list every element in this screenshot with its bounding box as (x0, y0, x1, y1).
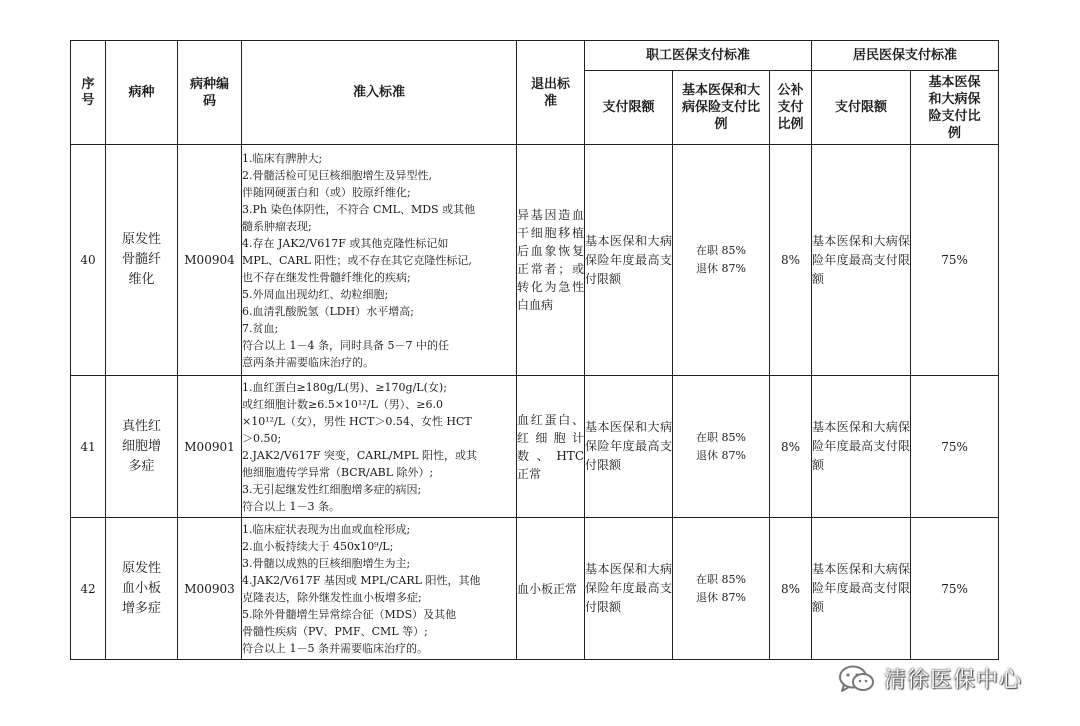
header-emp-ratio: 基本医保和大病保险支付比例 (673, 71, 770, 145)
admission-criteria: 1.临床有脾肿大; 2.骨髓活检可见巨核细胞增生及异型性, 伴随网硬蛋白和（或）胶原纤维化; 3.Ph 染色体阴性，不符合 CML、MDS 或其他 髓系肿瘤表现; 4.存在 JAK2/V617F 或其他克隆性标记如 MPL、CARL 阳性；或不存在其它克隆性标记, 也不存在继发性骨髓纤维化的疾病; 5.外周血出现幼红、幼粒细胞; 6.血清乳酸脱氢（LDH）水平增高; 7.贫血; 符合以上 1－4 条，同时具备 5－7 中的任 意两条并需要临床治疗的。 (242, 145, 517, 376)
table-row (71, 376, 999, 518)
table-row (71, 518, 999, 660)
employee-pay-ratio: 在职 85% 退休 87% (673, 145, 770, 376)
header-code: 病种编码 (178, 41, 242, 145)
row-number: 42 (71, 518, 106, 660)
employee-pay-limit: 基本医保和大病保险年度最高支付限额 (585, 376, 673, 518)
row-number: 41 (71, 376, 106, 518)
disease-code: M00901 (178, 376, 242, 518)
resident-pay-ratio: 75% (911, 145, 999, 376)
resident-pay-ratio: 75% (911, 518, 999, 660)
header-res-limit: 支付限额 (812, 71, 911, 145)
public-subsidy-ratio: 8% (770, 376, 812, 518)
admission-criteria: 1.血红蛋白≥180g/L(男)、≥170g/L(女); 或红细胞计数≥6.5×10¹²/L（男）、≥6.0 ×10¹²/L（女），男性 HCT＞0.54、女性 HCT ＞0.50; 2.JAK2/V617F 突变，CARL/MPL 阳性，或其 他细胞遗传学异常（BCR/ABL 除外）; 3.无引起继发性红细胞增多症的病因; 符合以上 1－3 条。 (242, 376, 517, 518)
public-subsidy-ratio: 8% (770, 145, 812, 376)
header-disease: 病种 (106, 41, 178, 145)
header-resident-group: 居民医保支付标准 (812, 41, 999, 71)
exit-criteria: 血小板正常 (517, 518, 585, 660)
disease-name: 原发性骨髓纤维化 (106, 145, 178, 376)
header-exit: 退出标准 (517, 41, 585, 145)
watermark (838, 663, 1022, 694)
header-no: 序号 (71, 41, 106, 145)
header-employee-group: 职工医保支付标准 (585, 41, 812, 71)
exit-criteria: 异基因造血干细胞移植后血象恢复正常者；或转化为急性白血病 (517, 145, 585, 376)
header-res-ratio: 基本医保和大病保险支付比例 (911, 71, 999, 145)
wechat-icon (838, 664, 876, 694)
resident-pay-limit: 基本医保和大病保险年度最高支付限额 (812, 145, 911, 376)
exit-criteria: 血红蛋白、红细胞计数、HTC 正常 (517, 376, 585, 518)
employee-pay-ratio: 在职 85% 退休 87% (673, 518, 770, 660)
disease-code: M00903 (178, 518, 242, 660)
resident-pay-limit: 基本医保和大病保险年度最高支付限额 (812, 518, 911, 660)
employee-pay-limit: 基本医保和大病保险年度最高支付限额 (585, 145, 673, 376)
disease-name: 真性红细胞增多症 (106, 376, 178, 518)
header-admission: 准入标准 (242, 41, 517, 145)
employee-pay-limit: 基本医保和大病保险年度最高支付限额 (585, 518, 673, 660)
table-row (71, 145, 999, 376)
resident-pay-limit: 基本医保和大病保险年度最高支付限额 (812, 376, 911, 518)
admission-criteria: 1.临床症状表现为出血或血栓形成; 2.血小板持续大于 450x10⁹/L; 3.骨髓以成熟的巨核细胞增生为主; 4.JAK2/V617F 基因或 MPL/CARL 阳性，其他 克隆表达，除外继发性血小板增多症; 5.除外骨髓增生异常综合征（MDS）及其他 骨髓性疾病（PV、PMF、CML 等）; 符合以上 1－5 条并需要临床治疗的。 (242, 518, 517, 660)
employee-pay-ratio: 在职 85% 退休 87% (673, 376, 770, 518)
disease-code: M00904 (178, 145, 242, 376)
header-emp-public: 公补支付比例 (770, 71, 812, 145)
payment-standard-table (70, 40, 999, 660)
row-number: 40 (71, 145, 106, 376)
header-emp-limit: 支付限额 (585, 71, 673, 145)
public-subsidy-ratio: 8% (770, 518, 812, 660)
resident-pay-ratio: 75% (911, 376, 999, 518)
disease-name: 原发性血小板增多症 (106, 518, 178, 660)
watermark-text: 清徐医保中心 (884, 668, 1023, 693)
